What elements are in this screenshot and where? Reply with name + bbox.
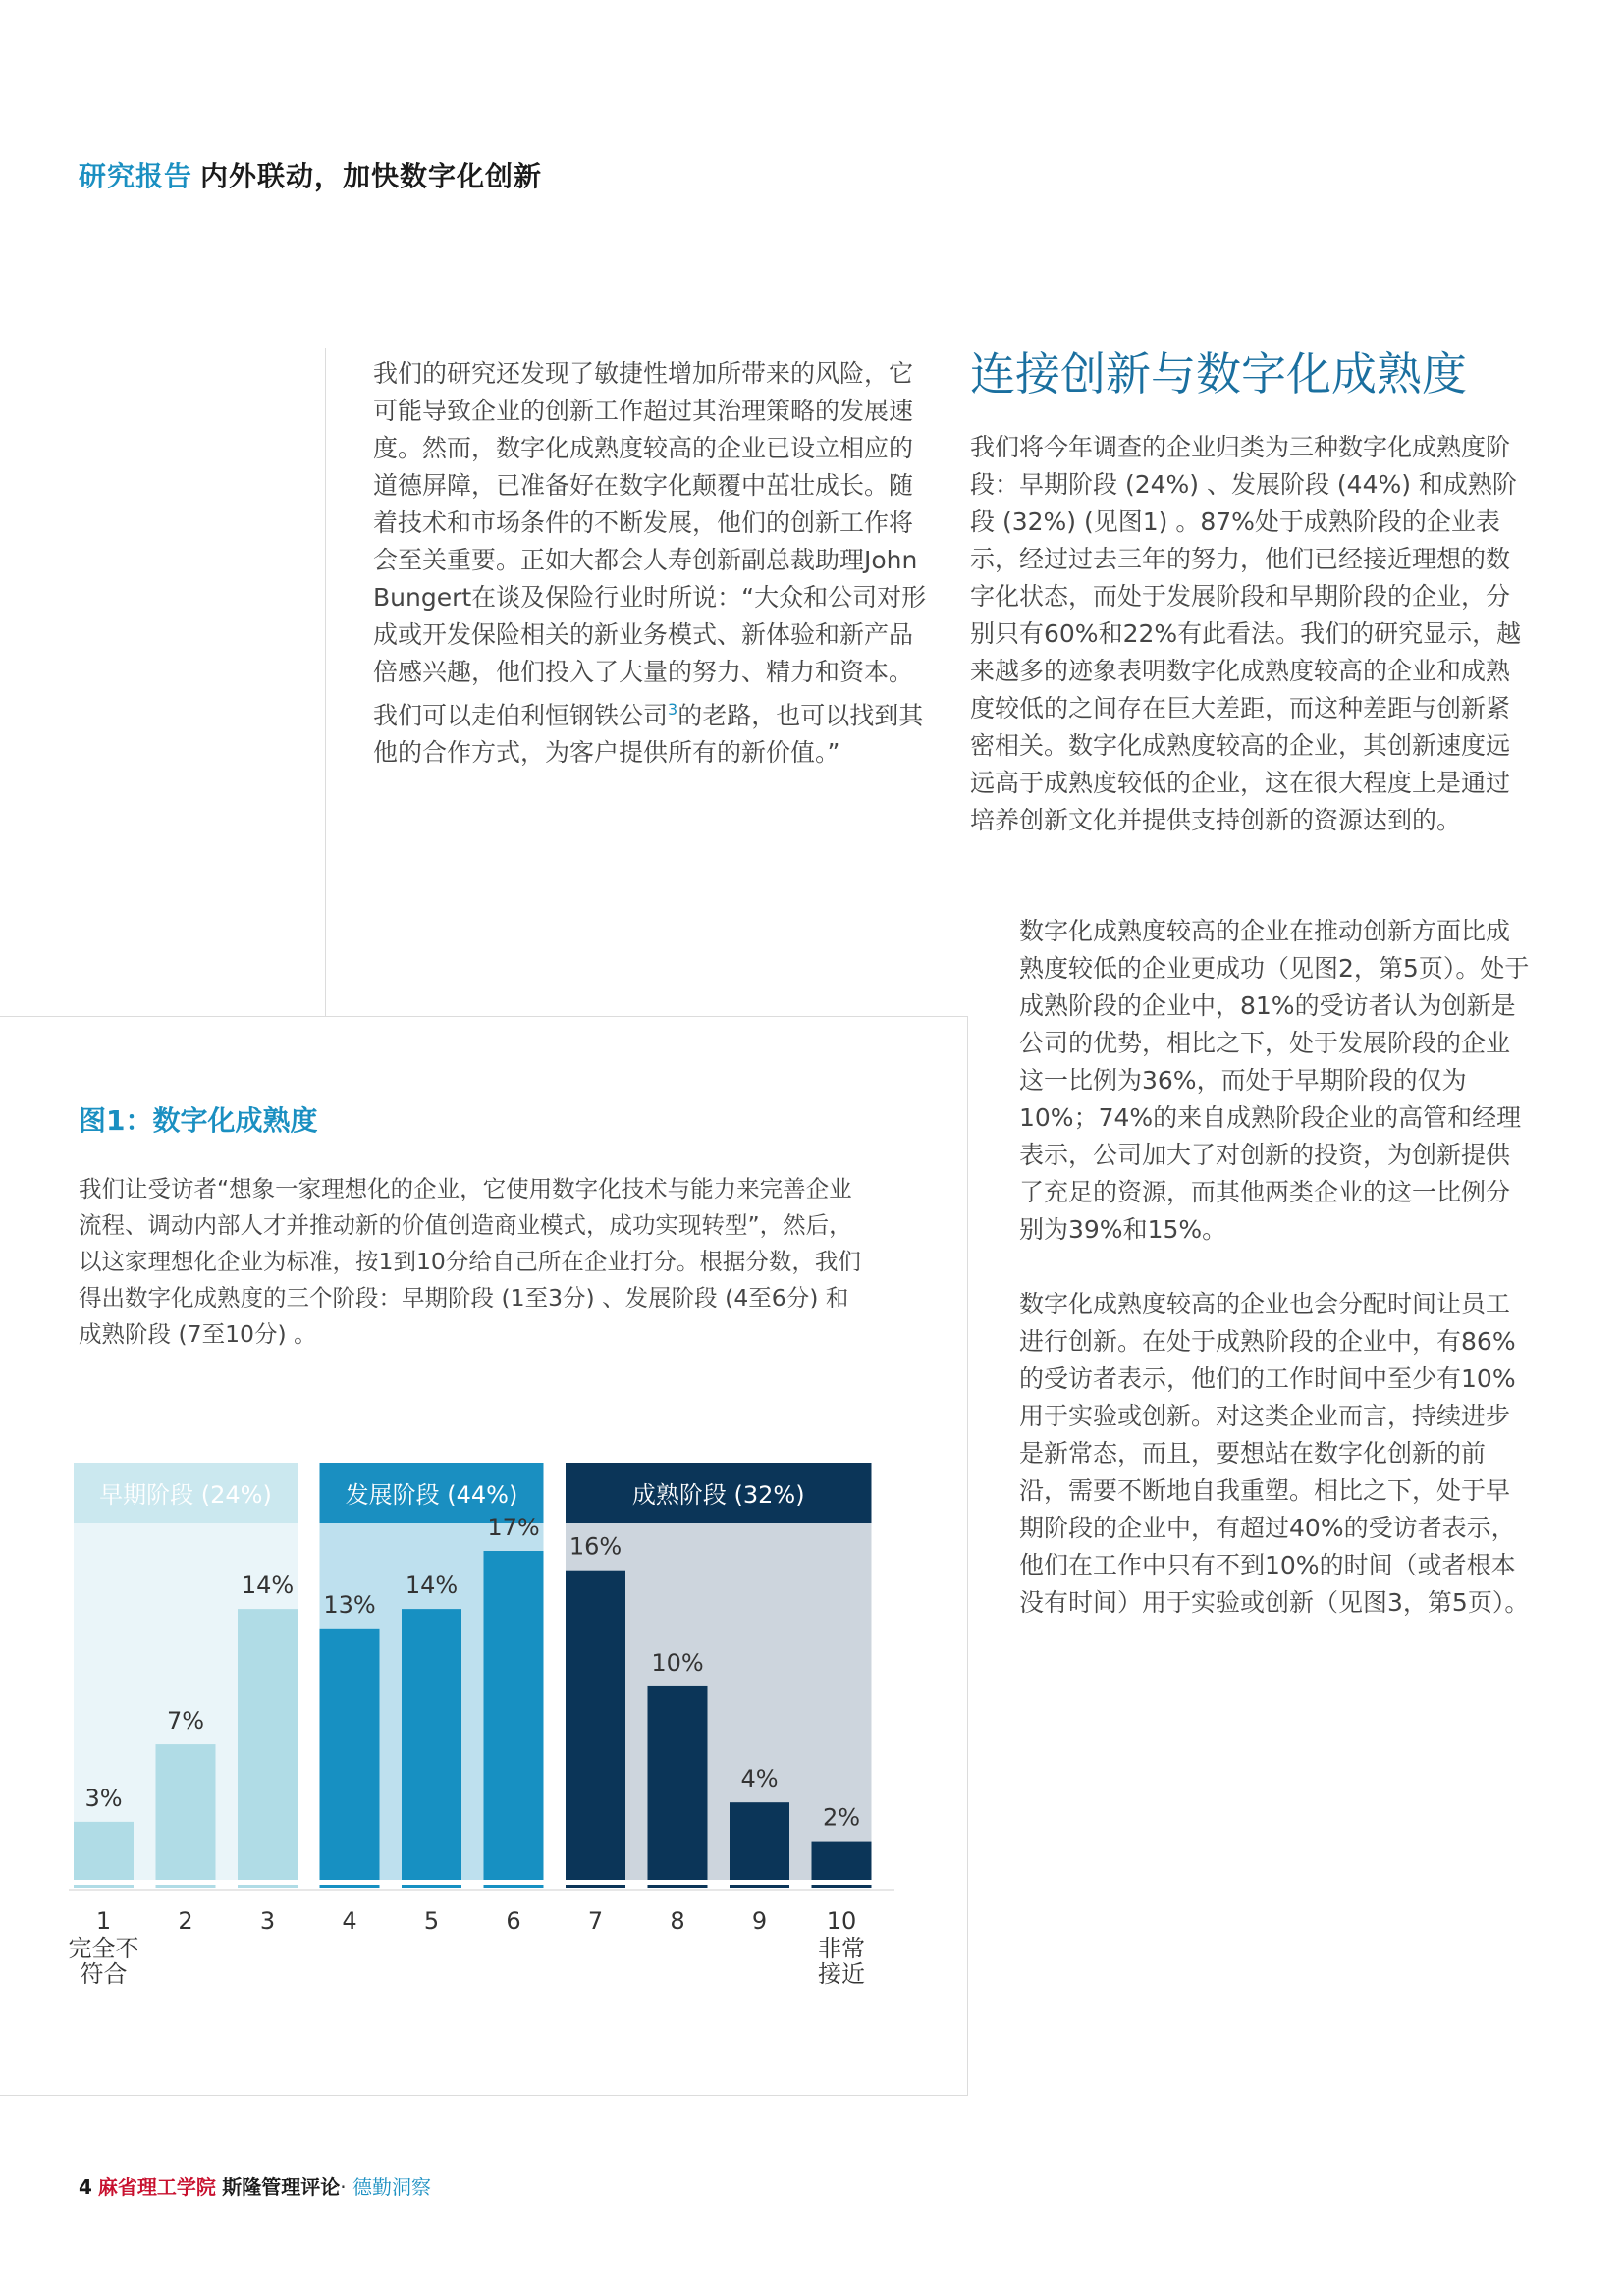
value-label-9: 4% [740,1765,779,1793]
bar-3 [238,1609,298,1880]
tick-label-2: 2 [178,1907,193,1935]
tick-label-3: 3 [259,1907,276,1935]
header-section: 研究报告 [79,160,193,192]
body-paragraph-3: 数字化成熟度较高的企业也会分配时间让员工进行创新。在处于成熟阶段的企业中，有86%的受访者表示，他们的工作时间中至少有10%用于实验或创新。对这类企业而言，持续进步是新常态，而且，要想站在数字化创新的前沿，需要不断地自我重塑。相比之下，处于早期阶段的企业中，有超过40%的受访者表示，他们在工作中只有不到10%的时间（或者根本没有时间）用于实验或创新（见图3，第5页）。 [1019,1290,1530,1617]
bar-base-3 [238,1885,298,1888]
tick-label-4: 4 [342,1907,357,1935]
body-paragraph-1: 我们将今年调查的企业归类为三种数字化成熟度阶段：早期阶段 (24%) 、发展阶段 (44%) 和成熟阶段 (32%) (见图1) 。87%处于成熟阶段的企业表示，经过过去三年的努力，他们已经接近理想的数字化状态，而处于发展阶段和早期阶段的企业，分别只有60%和22%有此看法。我们的研究显示，越来越多的迹象表明数字化成熟度较高的企业和成熟度较低的之间存在巨大差距，而这种差距与创新紧密相关。数字化成熟度较高的企业，其创新速度远远高于成熟度较低的企业，这在很大程度上是通过培养创新文化并提供支持创新的资源达到的。 [970,433,1522,834]
figure-description: 我们让受访者“想象一家理想化的企业，它使用数字化技术与能力来完善企业流程、调动内部人才并推动新的价值创造商业模式，成功实现转型”，然后，以这家理想化企业为标准，按1到10分给自己所在企业打分。根据分数，我们得出数字化成熟度的三个阶段：早期阶段 (1至3分) 、发展阶段 (4至6分) 和成熟阶段 (7至10分) 。 [79,1175,861,1348]
publisher-1: 麻省理工学院 [97,2175,216,2199]
bar-6 [484,1551,544,1880]
tick-label-7: 7 [587,1907,604,1935]
tick-label-5: 5 [423,1907,440,1935]
tick-sublabel-10-2: 接近 [818,1960,865,1988]
tick-label-8: 8 [670,1907,685,1935]
bar-base-4 [320,1885,380,1888]
tick-label-9: 9 [751,1907,768,1935]
bar-base-1 [74,1885,134,1888]
footer-separator: · [340,2175,347,2199]
section-title: 连接创新与数字化成熟度 [970,347,1467,400]
tick-sublabel-1-1: 完全不 [68,1935,139,1962]
intro-paragraph [373,355,928,772]
intro-text: 我们的研究还发现了敏捷性增加所带来的风险，它可能导致企业的创新工作超过其治理策略的发展速度。然而，数字化成熟度较高的企业已设立相应的道德屏障，已准备好在数字化颠覆中茁壮成长。随着技术和市场条件的不断发展，他们的创新工作将会至关重要。正如大都会人寿创新副总裁助理John Bungert在谈及保险行业时所说：“大众和公司对形成或开发保险相关的新业务模式、新体验和新产品倍感兴趣，他们投入了大量的努力、精力和资本。我们可以走伯利恒钢铁公司 [373,359,927,730]
stage-label-2: 发展阶段 (44%) [345,1481,518,1509]
value-label-2: 7% [166,1707,205,1735]
bar-5 [402,1609,461,1880]
tick-label-6: 6 [506,1907,521,1935]
value-label-8: 10% [651,1648,704,1677]
bar-10 [812,1842,872,1880]
value-label-1: 3% [84,1784,123,1812]
value-label-3: 14% [241,1572,295,1600]
bar-1 [74,1822,134,1880]
value-label-4: 13% [323,1590,376,1619]
footnote-ref: 3 [668,700,678,719]
stage-label-1: 早期阶段 (24%) [99,1481,272,1509]
page-number: 4 [79,2175,92,2199]
maturity-bar-chart [0,1433,968,2022]
bar-base-8 [648,1885,708,1888]
bar-base-6 [484,1885,544,1888]
value-label-10: 2% [822,1803,861,1832]
running-header [79,155,542,194]
stage-label-3: 成熟阶段 (32%) [631,1481,805,1509]
figure-title: 图1：数字化成熟度 [79,1104,318,1137]
page-footer [79,2171,431,2200]
bar-base-2 [156,1885,216,1888]
bar-base-10 [812,1885,872,1888]
bar-base-5 [402,1885,461,1888]
bar-base-7 [566,1885,625,1888]
tick-label-10: 10 [826,1907,857,1935]
bar-base-9 [730,1885,789,1888]
tick-sublabel-10-1: 非常 [818,1935,865,1962]
header-title: 内外联动，加快数字化创新 [200,160,543,192]
body-paragraph-2: 数字化成熟度较高的企业在推动创新方面比成熟度较低的企业更成功（见图2，第5页）。处于成熟阶段的企业中，81%的受访者认为创新是公司的优势，相比之下，处于发展阶段的企业这一比例为36%，而处于早期阶段的仅为10%；74%的来自成熟阶段企业的高管和经理表示，公司加大了对创新的投资，为创新提供了充足的资源，而其他两类企业的这一比例分别为39%和15%。 [1019,917,1530,1244]
tick-sublabel-1-2: 符合 [80,1960,128,1988]
bar-9 [730,1802,789,1880]
intro-text-continued: 的老路，也可以找到其他的合作方式，为客户提供所有的新价值。” [373,701,924,768]
bar-2 [156,1744,216,1880]
publisher-3: 德勤洞察 [352,2175,431,2199]
value-label-7: 16% [568,1532,623,1561]
column-divider [325,348,326,1016]
publisher-2: 斯隆管理评论 [222,2175,341,2199]
bar-7 [566,1571,625,1880]
value-label-6: 17% [487,1514,540,1541]
bar-4 [320,1629,380,1880]
value-label-5: 14% [405,1572,459,1600]
tick-label-1: 1 [95,1907,112,1935]
bar-8 [648,1686,708,1880]
